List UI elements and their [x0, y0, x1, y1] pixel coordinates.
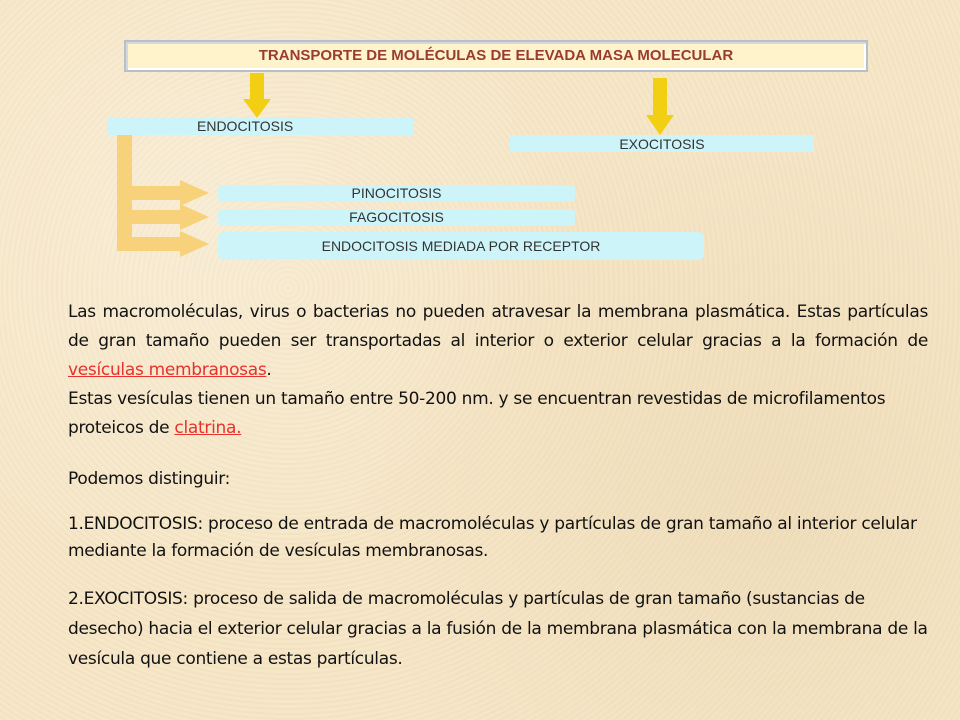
fagocitosis-label: FAGOCITOSIS	[349, 209, 444, 225]
branch-arrow-pinocitosis-shaft	[117, 186, 182, 200]
endocitosis-box	[107, 118, 413, 135]
diagram-title-box	[124, 40, 868, 72]
exocitosis-label: EXOCITOSIS	[619, 136, 705, 152]
intro-paragraph	[68, 298, 928, 385]
podemos-heading: Podemos distinguir:	[68, 469, 231, 489]
pinocitosis-box	[218, 185, 575, 202]
down-arrow-endocitosis-shaft	[250, 73, 264, 99]
receptor-mediated-box	[218, 232, 704, 260]
intro2-text: Estas vesículas tienen un tamaño entre 50-200 nm. y se encuentran revestidas de microfilamentos proteicos de	[68, 389, 886, 438]
branch-vertical-bar	[117, 135, 132, 246]
down-arrow-endocitosis-head	[243, 99, 271, 118]
branch-arrow-fagocitosis-head	[180, 204, 209, 230]
down-arrow-exocitosis-shaft	[653, 78, 667, 115]
branch-arrow-pinocitosis-head	[180, 180, 209, 206]
receptor-mediated-label: ENDOCITOSIS MEDIADA POR RECEPTOR	[321, 238, 601, 254]
endocitosis-definition: 1.ENDOCITOSIS: proceso de entrada de macromoléculas y partículas de gran tamaño al interior celular mediante la formación de vesículas membranosas.	[68, 514, 917, 561]
branch-arrow-fagocitosis-shaft	[117, 210, 182, 224]
branch-arrow-receptor-shaft	[117, 237, 182, 251]
exocitosis-definition: 2.EXOCITOSIS: proceso de salida de macromoléculas y partículas de gran tamaño (sustancias de desecho) hacia el exterior celular gracias a la fusión de la membrana plasmática con la membrana de la vesícula que contiene a estas partículas.	[68, 589, 928, 669]
endocitosis-label: ENDOCITOSIS	[197, 118, 294, 134]
pinocitosis-label: PINOCITOSIS	[351, 185, 442, 201]
clatrina-highlight: clatrina.	[174, 418, 242, 438]
intro-end: .	[266, 360, 272, 380]
fagocitosis-box	[218, 209, 575, 226]
exocitosis-box	[510, 135, 814, 152]
branch-arrow-receptor-head	[180, 231, 209, 257]
down-arrow-exocitosis-head	[646, 115, 674, 135]
intro2-paragraph	[68, 385, 928, 443]
vesiculas-highlight: vesículas membranosas	[68, 360, 267, 380]
intro-text: Las macromoléculas, virus o bacterias no pueden atravesar la membrana plasmática. Estas partículas de gran tamaño pueden ser transportadas al interior o exterior celular gracias a la formación de	[68, 302, 928, 351]
diagram-title: TRANSPORTE DE MOLÉCULAS DE ELEVADA MASA MOLECULAR	[258, 47, 734, 64]
